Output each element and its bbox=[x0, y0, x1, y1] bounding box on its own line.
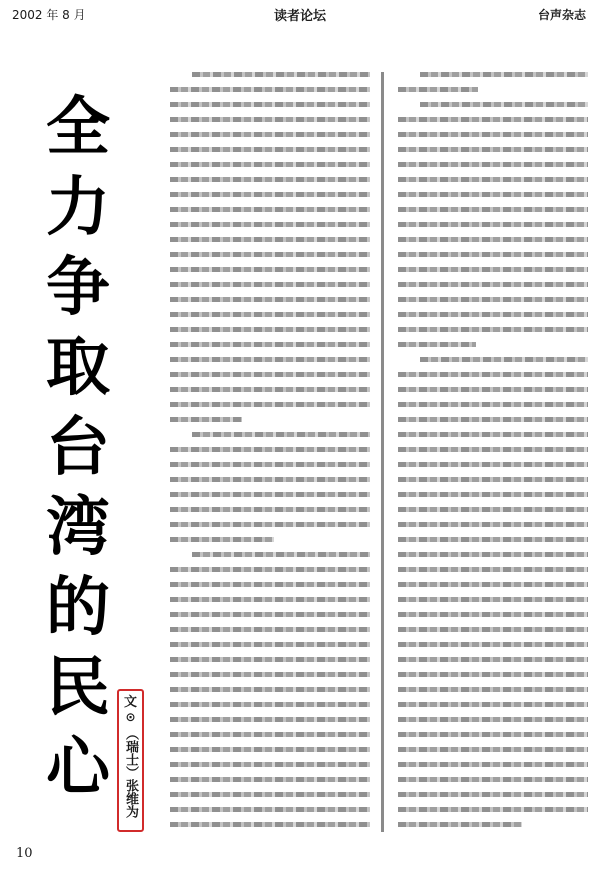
blurred-text-line bbox=[170, 537, 274, 542]
blurred-text-line bbox=[398, 432, 588, 437]
blurred-text-line bbox=[170, 582, 370, 587]
blurred-text-line bbox=[398, 657, 588, 662]
blurred-text-line bbox=[398, 132, 588, 137]
page-number: 10 bbox=[16, 846, 33, 861]
blurred-text-line bbox=[170, 87, 370, 92]
blurred-text-line bbox=[170, 237, 370, 242]
body-column-left bbox=[170, 72, 370, 837]
byline-mark-icon: ⊙ bbox=[125, 710, 136, 724]
blurred-text-line bbox=[398, 402, 588, 407]
blurred-text-line bbox=[170, 222, 370, 227]
blurred-text-line bbox=[192, 432, 370, 437]
blurred-text-line bbox=[170, 327, 370, 332]
blurred-text-line bbox=[398, 702, 588, 707]
blurred-text-line bbox=[398, 192, 588, 197]
blurred-text-line bbox=[398, 477, 588, 482]
blurred-text-line bbox=[398, 267, 588, 272]
blurred-text-line bbox=[398, 387, 588, 392]
blurred-text-line bbox=[192, 552, 370, 557]
blurred-text-line bbox=[398, 687, 588, 692]
author-name: （瑞士）张维为 bbox=[123, 727, 138, 818]
blurred-text-line bbox=[398, 747, 588, 752]
column-divider bbox=[381, 72, 384, 832]
blurred-text-line bbox=[170, 747, 370, 752]
blurred-text-line bbox=[398, 807, 588, 812]
blurred-text-line bbox=[398, 372, 588, 377]
blurred-text-line bbox=[398, 312, 588, 317]
blurred-text-line bbox=[170, 387, 370, 392]
blurred-text-line bbox=[398, 507, 588, 512]
blurred-text-line bbox=[170, 762, 370, 767]
blurred-text-line bbox=[398, 642, 588, 647]
blurred-text-line bbox=[170, 372, 370, 377]
blurred-text-line bbox=[170, 162, 370, 167]
blurred-text-line bbox=[170, 777, 370, 782]
blurred-text-line bbox=[398, 117, 588, 122]
blurred-text-line bbox=[170, 507, 370, 512]
title-char: 心 bbox=[46, 731, 110, 805]
blurred-text-line bbox=[170, 822, 370, 827]
blurred-text-line bbox=[170, 717, 370, 722]
blurred-text-line bbox=[170, 687, 370, 692]
blurred-text-line bbox=[398, 87, 478, 92]
blurred-text-line bbox=[398, 162, 588, 167]
blurred-text-line bbox=[398, 612, 588, 617]
blurred-text-line bbox=[170, 267, 370, 272]
blurred-text-line bbox=[170, 567, 370, 572]
blurred-text-line bbox=[398, 252, 588, 257]
blurred-text-line bbox=[170, 357, 370, 362]
blurred-text-line bbox=[170, 597, 370, 602]
blurred-text-line bbox=[170, 672, 370, 677]
blurred-text-line bbox=[398, 552, 588, 557]
blurred-text-line bbox=[170, 117, 370, 122]
blurred-text-line bbox=[170, 312, 370, 317]
blurred-text-line bbox=[398, 582, 588, 587]
blurred-text-line bbox=[398, 177, 588, 182]
blurred-text-line bbox=[170, 282, 370, 287]
blurred-text-line bbox=[170, 657, 370, 662]
title-char: 湾 bbox=[46, 491, 110, 565]
blurred-text-line bbox=[398, 282, 588, 287]
title-char: 取 bbox=[46, 331, 110, 405]
title-char: 台 bbox=[46, 411, 110, 485]
byline-prefix: 文 bbox=[123, 695, 137, 710]
blurred-text-line bbox=[170, 402, 370, 407]
blurred-text-line bbox=[398, 462, 588, 467]
blurred-text-line bbox=[170, 627, 370, 632]
blurred-text-line bbox=[170, 132, 370, 137]
blurred-text-line bbox=[170, 807, 370, 812]
blurred-text-line bbox=[170, 702, 370, 707]
blurred-text-line bbox=[420, 102, 588, 107]
blurred-text-line bbox=[170, 177, 370, 182]
page-header bbox=[0, 0, 600, 26]
blurred-text-line bbox=[398, 672, 588, 677]
blurred-text-line bbox=[398, 522, 588, 527]
blurred-text-line bbox=[192, 72, 370, 77]
blurred-text-line bbox=[170, 252, 370, 257]
blurred-text-line bbox=[170, 447, 370, 452]
blurred-text-line bbox=[420, 357, 588, 362]
blurred-text-line bbox=[398, 492, 588, 497]
blurred-text-line bbox=[170, 522, 370, 527]
title-char: 的 bbox=[46, 571, 110, 645]
blurred-text-line bbox=[170, 732, 370, 737]
blurred-text-line bbox=[398, 147, 588, 152]
blurred-text-line bbox=[398, 627, 588, 632]
blurred-text-line bbox=[398, 327, 588, 332]
blurred-text-line bbox=[170, 192, 370, 197]
blurred-text-line bbox=[398, 207, 588, 212]
blurred-text-line bbox=[398, 762, 588, 767]
section-title: 读者论坛 bbox=[273, 9, 326, 24]
blurred-text-line bbox=[170, 492, 370, 497]
blurred-text-line bbox=[420, 72, 588, 77]
blurred-text-line bbox=[398, 237, 588, 242]
blurred-text-line bbox=[170, 207, 370, 212]
blurred-text-line bbox=[170, 342, 370, 347]
blurred-text-line bbox=[170, 477, 370, 482]
blurred-text-line bbox=[398, 447, 588, 452]
author-byline bbox=[117, 689, 144, 832]
title-char: 争 bbox=[46, 251, 110, 325]
blurred-text-line bbox=[170, 102, 370, 107]
blurred-text-line bbox=[398, 717, 588, 722]
blurred-text-line bbox=[170, 147, 370, 152]
blurred-text-line bbox=[170, 792, 370, 797]
blurred-text-line bbox=[398, 822, 522, 827]
blurred-text-line bbox=[170, 642, 370, 647]
issue-date: 2002 年 8 月 bbox=[12, 8, 86, 22]
blurred-text-line bbox=[398, 567, 588, 572]
blurred-text-line bbox=[398, 777, 588, 782]
blurred-text-line bbox=[170, 462, 370, 467]
blurred-text-line bbox=[398, 222, 588, 227]
body-column-right bbox=[398, 72, 588, 837]
blurred-text-line bbox=[398, 297, 588, 302]
blurred-text-line bbox=[398, 417, 588, 422]
blurred-text-line bbox=[398, 342, 476, 347]
article-title bbox=[38, 88, 118, 808]
blurred-text-line bbox=[170, 612, 370, 617]
blurred-text-line bbox=[398, 537, 588, 542]
blurred-text-line bbox=[398, 597, 588, 602]
magazine-name: 台声杂志 bbox=[537, 8, 586, 22]
blurred-text-line bbox=[170, 417, 242, 422]
title-char: 力 bbox=[46, 171, 110, 245]
title-char: 民 bbox=[46, 651, 110, 725]
blurred-text-line bbox=[170, 297, 370, 302]
blurred-text-line bbox=[398, 792, 588, 797]
blurred-text-line bbox=[398, 732, 588, 737]
title-char: 全 bbox=[46, 91, 110, 165]
